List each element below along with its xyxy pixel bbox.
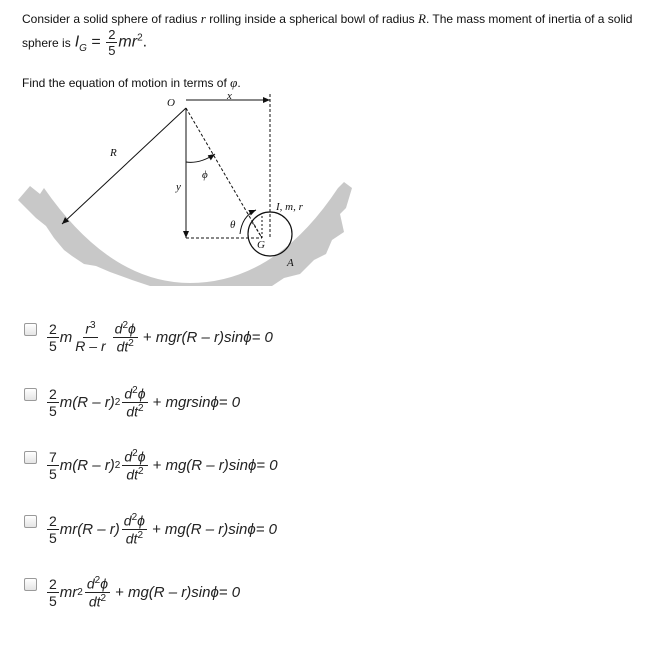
- option-5[interactable]: [24, 576, 240, 608]
- opt2-dt-exp: 2: [138, 402, 144, 414]
- label-theta: θ: [230, 219, 236, 231]
- opt4-phi-2: ϕ: [247, 520, 256, 538]
- opt4-d: d: [123, 512, 132, 529]
- opt4-d-exp: 2: [131, 512, 138, 523]
- label-phi: ϕ: [202, 169, 208, 181]
- question-line-2: [22, 28, 147, 57]
- opt1-dt-exp: 2: [128, 337, 134, 349]
- opt3-phi-2: ϕ: [247, 456, 257, 474]
- opt5-d: d: [86, 575, 95, 592]
- radius-r-symbol: r: [200, 11, 206, 26]
- opt2-coef-den: 5: [49, 402, 57, 419]
- opt2-d-exp: 2: [132, 385, 138, 396]
- radius-R-symbol: R: [417, 11, 426, 26]
- opt3-coef-den: 5: [49, 465, 57, 482]
- opt2-phi-2: ϕ: [210, 393, 219, 411]
- opt1-coef-den: 5: [49, 337, 57, 354]
- inertia-mr: mr: [118, 33, 138, 51]
- opt5-coef-num: 2: [49, 575, 57, 592]
- opt1-phi-2: ϕ: [243, 328, 252, 346]
- prompt-period: .: [237, 76, 241, 90]
- opt2-phi: ϕ: [137, 385, 146, 402]
- inertia-fraction: [106, 28, 117, 57]
- prompt-text: Find the equation of motion in terms of: [22, 76, 227, 90]
- opt4-dt-exp: 2: [137, 529, 143, 541]
- opt1-d: d: [114, 320, 123, 337]
- opt5-term: mr: [59, 583, 78, 601]
- opt2-term: m(R – r): [59, 393, 115, 411]
- option-5-equation: [46, 576, 240, 608]
- label-O: O: [167, 97, 175, 109]
- option-4[interactable]: [24, 513, 277, 545]
- inertia-period: .: [142, 33, 148, 51]
- opt2-end: = 0: [218, 393, 241, 411]
- opt3-tail: + mg(R – r)sin: [152, 456, 248, 474]
- option-3-equation: [46, 449, 278, 481]
- opt4-phi: ϕ: [137, 512, 145, 529]
- opt5-dt-exp: 2: [100, 592, 107, 604]
- opt5-term-exp: 2: [77, 586, 83, 598]
- inertia-formula: [75, 28, 147, 57]
- option-4-checkbox[interactable]: [24, 515, 37, 528]
- opt2-d: d: [124, 385, 133, 402]
- opt5-coef-den: 5: [49, 592, 57, 609]
- opt4-coef-den: 5: [49, 529, 57, 546]
- opt2-tail: + mgrsin: [152, 393, 211, 411]
- question-line-1: [22, 11, 632, 27]
- phi-arc: [186, 154, 215, 162]
- radius-R-line: [62, 108, 186, 224]
- opt3-dt: dt: [126, 466, 138, 483]
- opt1-d-exp: 2: [122, 320, 128, 331]
- question-text-c: . The mass moment of inertia of a solid: [425, 12, 633, 26]
- opt1-r-exp: 3: [90, 320, 96, 332]
- opt3-coef-num: 7: [49, 448, 57, 465]
- opt3-dt-exp: 2: [138, 465, 144, 477]
- bowl-shape: [18, 182, 352, 286]
- opt3-phi: ϕ: [137, 448, 146, 465]
- inertia-frac-den: 5: [108, 43, 116, 58]
- label-x: x: [227, 90, 232, 102]
- opt5-tail: + mg(R – r)sin: [115, 583, 211, 601]
- opt1-end: = 0: [251, 328, 273, 346]
- opt3-d-exp: 2: [132, 448, 138, 459]
- option-5-checkbox[interactable]: [24, 578, 37, 591]
- opt1-rr: R – r: [75, 337, 106, 354]
- label-R: R: [110, 147, 117, 159]
- opt5-phi-2: ϕ: [210, 583, 219, 601]
- opt4-end: = 0: [255, 520, 278, 538]
- opt3-term-exp: 2: [114, 459, 121, 471]
- option-2-checkbox[interactable]: [24, 388, 37, 401]
- opt2-term-exp: 2: [114, 396, 121, 408]
- label-A: A: [287, 257, 294, 269]
- option-1-checkbox[interactable]: [24, 323, 37, 336]
- opt5-d-exp: 2: [94, 575, 101, 586]
- option-3-checkbox[interactable]: [24, 451, 37, 464]
- option-1-equation: [46, 321, 273, 353]
- question-text-a: Consider a solid sphere of radius: [22, 12, 198, 26]
- option-2-equation: [46, 386, 240, 418]
- opt3-term: m(R – r): [59, 456, 115, 474]
- opt1-tail: + mgr(R – r)sin: [142, 328, 244, 346]
- opt4-coef-num: 2: [49, 512, 57, 529]
- opt1-phi: ϕ: [128, 320, 136, 337]
- opt5-phi: ϕ: [100, 575, 109, 592]
- opt2-coef-num: 2: [49, 385, 57, 402]
- question-text-b: rolling inside a spherical bowl of radius: [209, 12, 415, 26]
- inertia-frac-num: 2: [108, 27, 116, 42]
- label-y: y: [176, 181, 181, 193]
- opt1-coef-num: 2: [49, 320, 57, 337]
- label-G: G: [257, 239, 265, 251]
- question-text-d: sphere is: [22, 35, 71, 50]
- option-4-equation: [46, 513, 277, 545]
- label-Imr: I, m, r: [276, 201, 303, 213]
- bowl-diagram: [0, 88, 650, 288]
- phi-symbol: φ: [230, 75, 238, 90]
- option-2[interactable]: [24, 386, 240, 418]
- opt3-end: = 0: [256, 456, 278, 474]
- opt1-r: r: [85, 320, 91, 337]
- option-1[interactable]: [24, 321, 273, 353]
- option-3[interactable]: [24, 449, 278, 481]
- inertia-sq: 2: [137, 32, 143, 44]
- opt2-dt: dt: [126, 403, 138, 420]
- opt5-dt: dt: [88, 593, 101, 610]
- opt3-d: d: [124, 448, 133, 465]
- inertia-subscript: G: [79, 42, 87, 54]
- opt1-dt: dt: [116, 338, 129, 355]
- opt4-tail: + mg(R – r)sin: [151, 520, 248, 538]
- opt1-term: m: [59, 328, 73, 346]
- opt4-dt: dt: [125, 530, 138, 547]
- og-dashed-line: [186, 108, 262, 238]
- equals-sign: =: [91, 33, 101, 51]
- opt4-term: mr(R – r): [59, 520, 120, 538]
- opt5-end: = 0: [218, 583, 241, 601]
- inertia-symbol: I: [74, 33, 80, 51]
